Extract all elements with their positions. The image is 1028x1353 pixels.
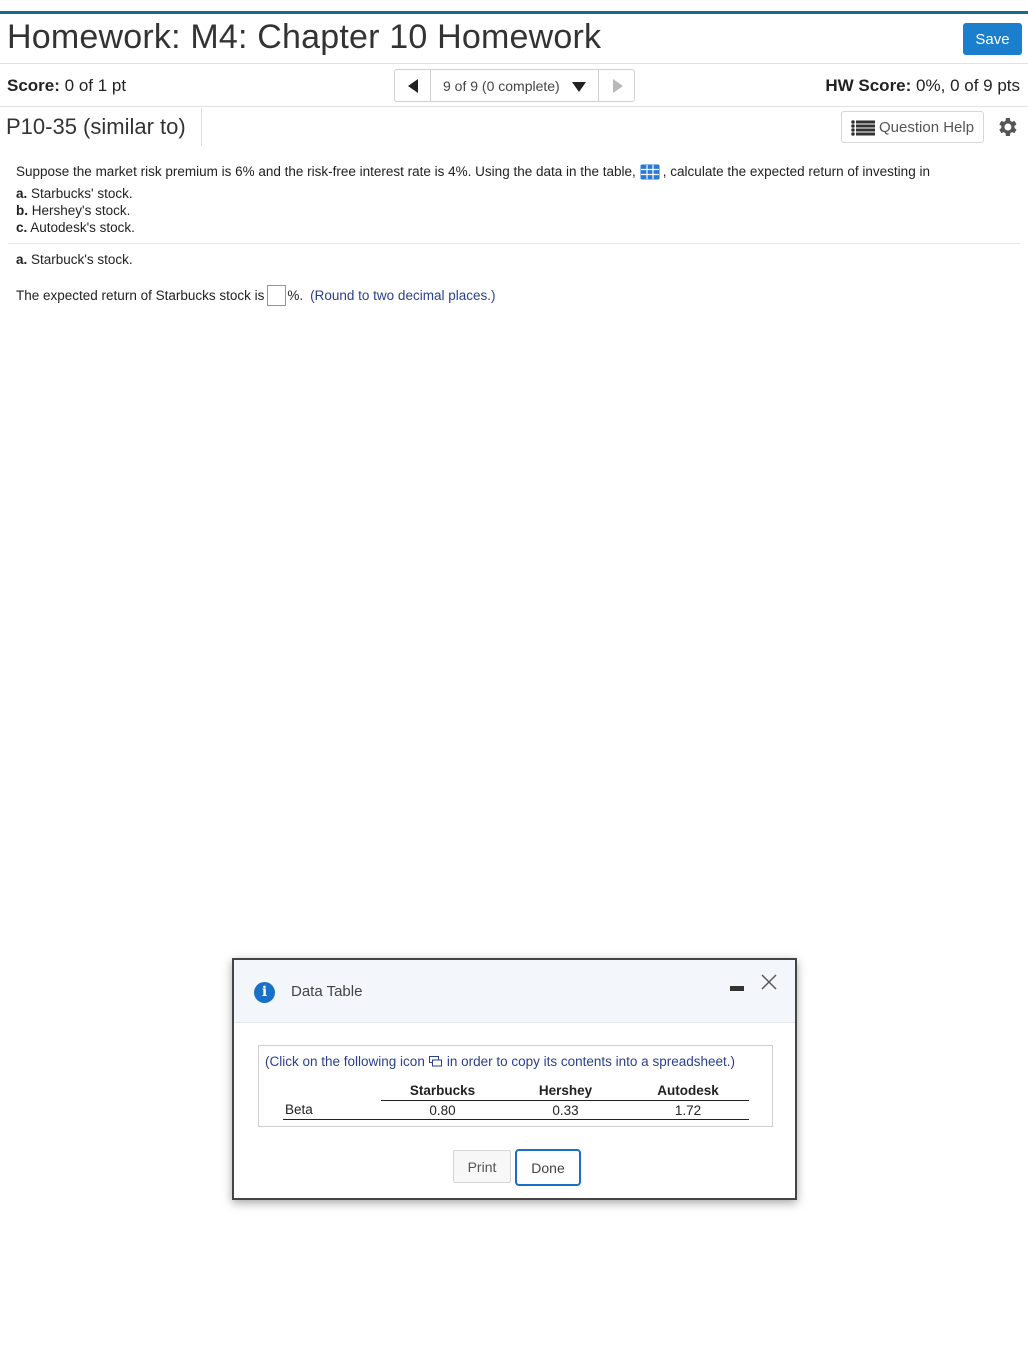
page-title: Homework: M4: Chapter 10 Homework (7, 18, 602, 56)
hw-score-label: HW Score: (825, 76, 912, 95)
part-a (16, 186, 133, 201)
question-help-button[interactable] (841, 111, 984, 143)
current-part (16, 252, 133, 267)
save-button[interactable]: Save (963, 23, 1022, 55)
data-table-container (258, 1045, 773, 1127)
part-letter: c. (16, 220, 28, 235)
table-icon[interactable] (640, 164, 660, 180)
rounding-hint: (Round to two decimal places.) (310, 288, 496, 303)
part-letter: b. (16, 203, 28, 218)
question-id: P10-35 (similar to) (6, 114, 186, 139)
table-header-cell: Hershey (504, 1081, 627, 1101)
answer-suffix: %. (287, 288, 304, 303)
question-help-label: Question Help (879, 119, 975, 136)
table-header-row (283, 1081, 749, 1101)
part-letter: a. (16, 186, 28, 201)
part-text: Autodesk's stock. (30, 220, 135, 235)
table-row (283, 1101, 749, 1120)
list-icon (851, 120, 875, 136)
score-label: Score: (7, 76, 60, 95)
table-cell: 1.72 (627, 1101, 749, 1120)
caret-down-icon[interactable] (572, 82, 586, 92)
table-row-label: Beta (283, 1101, 381, 1120)
top-accent-bar (0, 11, 1028, 14)
question-text (16, 163, 930, 180)
score-value: 0 of 1 pt (64, 76, 127, 95)
table-header-cell: Starbucks (381, 1081, 504, 1101)
hw-score (825, 76, 1020, 96)
close-icon[interactable] (759, 972, 779, 992)
divider (201, 108, 202, 146)
part-text: Starbucks' stock. (31, 186, 133, 201)
answer-line (16, 285, 495, 306)
part-c (16, 220, 135, 235)
copy-icon[interactable] (429, 1056, 442, 1067)
divider (0, 63, 1028, 64)
question-text-after: , calculate the expected return of investing in (662, 164, 930, 179)
part-b (16, 203, 130, 218)
part-letter: a. (16, 252, 28, 267)
table-cell: 0.33 (504, 1101, 627, 1120)
answer-input[interactable] (267, 285, 286, 306)
divider (0, 106, 1028, 107)
minimize-icon[interactable] (730, 986, 744, 991)
part-text: Hershey's stock. (31, 203, 131, 218)
dialog-title: Data Table (291, 983, 363, 1000)
print-button[interactable]: Print (453, 1150, 511, 1183)
done-button[interactable]: Done (515, 1149, 581, 1186)
score (7, 76, 126, 96)
table-header-cell: Autodesk (627, 1081, 749, 1101)
table-cell: 0.80 (381, 1101, 504, 1120)
question-text-before: Suppose the market risk premium is 6% and the risk-free interest rate is 4%. Using the data in the table, (16, 164, 636, 179)
copy-note-before: (Click on the following icon (265, 1054, 425, 1069)
beta-table (283, 1081, 749, 1120)
divider (8, 243, 1020, 244)
question-navigator (394, 69, 635, 102)
next-question-button[interactable] (598, 70, 636, 101)
gear-icon[interactable] (995, 115, 1019, 139)
info-icon: i (254, 982, 275, 1003)
dialog-header (234, 960, 795, 1023)
hw-score-value: 0%, 0 of 9 pts (916, 76, 1020, 95)
previous-question-button[interactable] (395, 70, 431, 101)
question-position-dropdown[interactable]: 9 of 9 (0 complete) (443, 78, 560, 94)
answer-prefix: The expected return of Starbucks stock is (16, 288, 265, 303)
data-table-dialog (232, 958, 797, 1200)
copy-note (265, 1054, 735, 1069)
part-text: Starbuck's stock. (31, 252, 133, 267)
copy-note-after: in order to copy its contents into a spreadsheet.) (446, 1054, 735, 1069)
table-header-cell (283, 1081, 381, 1101)
